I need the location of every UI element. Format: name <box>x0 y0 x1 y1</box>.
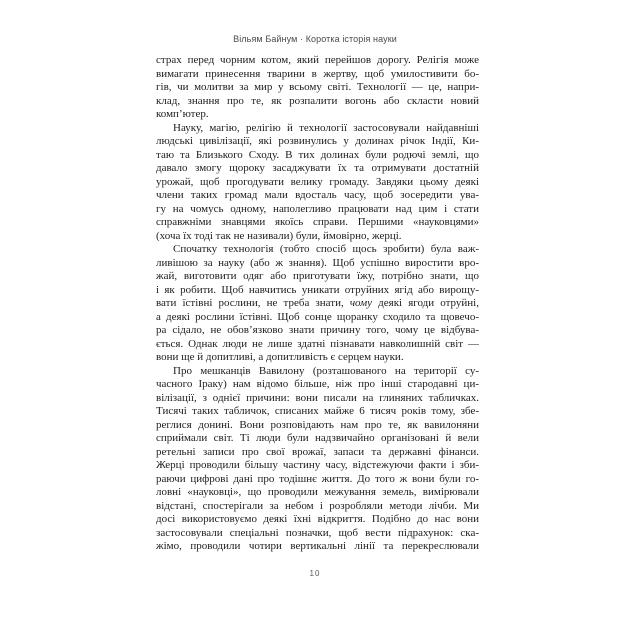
text-line: Спочатку технологія (тобто спосіб щось зробити) була важ- <box>173 243 479 255</box>
text-line: таю та Близького Сходу. В тих долинах були родючі землі, що <box>156 148 479 161</box>
text-line: і як робити. Щоб навчитись уникати отруйних ягід або вирощу- <box>156 283 479 296</box>
text-line: комп’ютер. <box>156 108 209 120</box>
text-line: ретельні записи про свої врожаї, запаси та державні фінанси. <box>156 445 479 458</box>
text-line: гу на чомусь одному, наполегливо працювати над цим і стати <box>156 202 479 215</box>
text-line: клад, знання про те, як розпалити вогонь або скласти новий <box>156 94 479 107</box>
text-block <box>156 54 479 554</box>
text-line: ра сідало, не обов’язково знати причину того, чому це відбува- <box>156 324 479 336</box>
text-line: Тисячі таких табличок, списаних майже 6 тисяч років тому, збе- <box>156 405 479 417</box>
text-line: вілізації, з однієї причини: вони писали на глиняних табличках. <box>156 391 479 404</box>
text-line: гів, чи молитви за мир у всьому світі. Технології — це, напри- <box>156 81 479 93</box>
text-line: Про мешканців Вавилону (розташованого на території су- <box>173 364 479 377</box>
text-line: застосовували спеціальні позначки, щоб вести підрахунок: ска- <box>156 526 479 539</box>
paragraph <box>156 122 479 244</box>
paragraph <box>156 243 479 365</box>
text-line: справжніми знавцями якоїсь справи. Першими «науковцями» <box>156 216 479 228</box>
plain-text: вати їстівні рослини, не треба знати, <box>156 297 350 309</box>
running-header: Вільям Байнум · Коротка історія науки <box>233 34 397 44</box>
text-line: жімо, проводили чотири вертикальні лінії та перекреслювали <box>156 540 479 552</box>
text-line: ливішою за науку (або ж знання). Щоб успішно виростити вро- <box>156 256 479 269</box>
text-line: давало змогу щороку засаджувати їх та отримувати достатній <box>156 162 479 174</box>
italic-text: чому <box>349 297 373 309</box>
text-line: сприймали світ. Ті люди були надзвичайно організовані й вели <box>156 432 479 444</box>
paragraph <box>156 365 479 554</box>
text-line: раючи цифрові дані про тодішнє життя. До того ж вони були го- <box>156 472 479 485</box>
page-number: 10 <box>309 569 321 578</box>
text-line: ється. Однак люди не лише здатні пізнавати навколишній світ — <box>156 337 479 350</box>
text-line: а деякі рослини їстівні. Щоб сонце щоранку сходило та щовечо- <box>156 310 479 323</box>
text-line: жай, виготовити одяг або приготувати їжу, потрібно знати, що <box>156 270 479 282</box>
text-line: реглися донині. Вони розповідають нам про те, як вавилоняни <box>156 418 479 431</box>
text-line: Науку, магію, релігію й технології застосовували найдавніші <box>173 121 479 134</box>
text-line: вимагати принесення тварини в жертву, щоб умилостивити бо- <box>156 67 479 80</box>
text-line: ловні «науковці», що проводили межування земель, вимірювали <box>156 486 479 498</box>
text-line: страх перед чорним котом, який перейшов дорогу. Релігія може <box>156 54 479 66</box>
text-line: урожай, щоб прогодувати велику громаду. Завдяки цьому деякі <box>156 175 479 188</box>
text-line: досі використовуємо деякі їхні відкриття. Подібно до нас вони <box>156 513 479 525</box>
text-line: (хоча їх тоді так не називали) були, ймовірно, жерці. <box>156 229 402 242</box>
text-line: Жерці проводили більшу частину часу, відстежуючи факти і зби- <box>156 459 479 471</box>
text-line <box>156 297 479 311</box>
text-line: відстані, спостерігали за небом і розробляли методи лічби. Ми <box>156 499 479 512</box>
paragraph <box>156 54 479 122</box>
plain-text: деякі ягоди отруйні, <box>372 297 479 309</box>
text-line: часного Іраку) нам відомо більше, ніж про інші стародавні ци- <box>156 378 479 390</box>
text-line: члени таких громад мали вдосталь часу, щоб зосередити ува- <box>156 189 479 201</box>
text-line: людські цивілізації, які розвинулись у долинах річок Індії, Ки- <box>156 135 479 147</box>
text-line: вони ще й допитливі, а допитливість є серцем науки. <box>156 351 404 363</box>
